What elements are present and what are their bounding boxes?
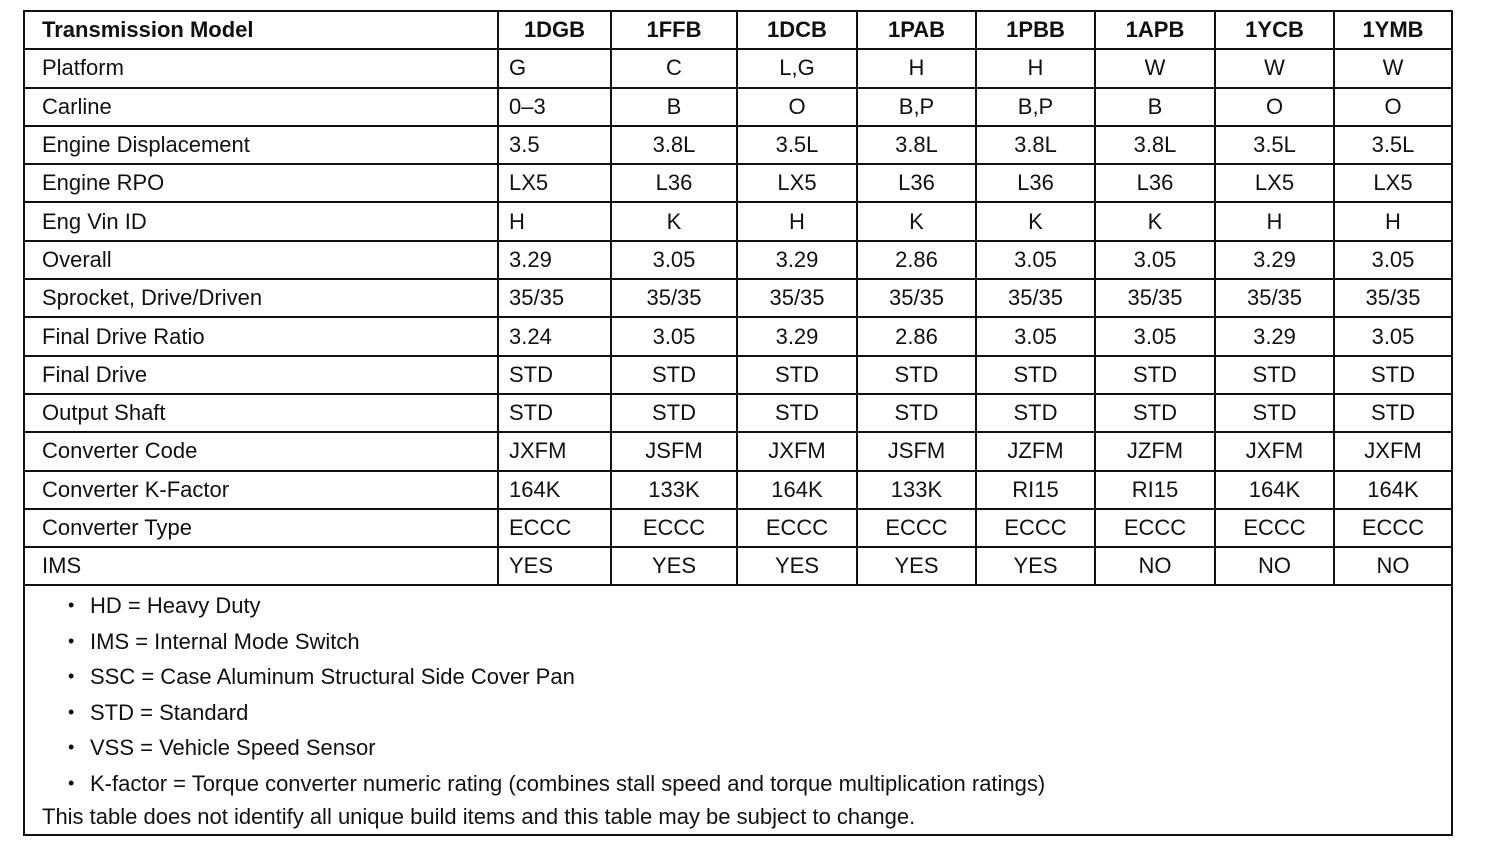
table-cell: JXFM <box>498 432 611 470</box>
table-cell: 3.05 <box>1095 241 1215 279</box>
table-cell: 3.05 <box>976 241 1095 279</box>
table-cell: 3.5L <box>1334 126 1451 164</box>
table-cell: C <box>611 49 737 87</box>
header-model-1dgb: 1DGB <box>498 12 611 49</box>
table-cell: 3.24 <box>498 317 611 355</box>
disclaimer-text: This table does not identify all unique build items and this table may be subject to change. <box>42 804 916 829</box>
table-cell: H <box>1215 202 1334 240</box>
row-label: Final Drive <box>25 356 498 394</box>
table-cell: LX5 <box>737 164 857 202</box>
table-cell: STD <box>1334 356 1451 394</box>
table-cell: STD <box>1215 394 1334 432</box>
table-cell: K <box>611 202 737 240</box>
table-cell: ECCC <box>737 509 857 547</box>
note-item <box>25 695 1451 731</box>
header-model-1pab: 1PAB <box>857 12 976 49</box>
table-cell: STD <box>611 356 737 394</box>
table-cell: O <box>737 88 857 126</box>
row-label: Output Shaft <box>25 394 498 432</box>
table-cell: 164K <box>498 471 611 509</box>
table-cell: H <box>737 202 857 240</box>
table-cell: 3.05 <box>611 241 737 279</box>
table-cell: ECCC <box>1215 509 1334 547</box>
table-row <box>25 356 1451 394</box>
table-cell: ECCC <box>611 509 737 547</box>
table-row <box>25 88 1451 126</box>
table-cell: LX5 <box>1215 164 1334 202</box>
table-cell: JSFM <box>857 432 976 470</box>
table-cell: YES <box>611 547 737 585</box>
table-cell: 3.05 <box>1095 317 1215 355</box>
row-label: Engine Displacement <box>25 126 498 164</box>
table-cell: L36 <box>1095 164 1215 202</box>
table-cell: H <box>976 49 1095 87</box>
table-cell: 35/35 <box>737 279 857 317</box>
header-model-1ycb: 1YCB <box>1215 12 1334 49</box>
table-cell: STD <box>498 356 611 394</box>
row-label: Platform <box>25 49 498 87</box>
table-cell: H <box>498 202 611 240</box>
table-header-row <box>25 12 1451 49</box>
table-cell: 0–3 <box>498 88 611 126</box>
row-label: Sprocket, Drive/Driven <box>25 279 498 317</box>
table-cell: H <box>1334 202 1451 240</box>
note-item <box>25 588 1451 624</box>
table-row <box>25 126 1451 164</box>
row-label: Final Drive Ratio <box>25 317 498 355</box>
table-cell: JXFM <box>1215 432 1334 470</box>
table-cell: JSFM <box>611 432 737 470</box>
table-cell: STD <box>857 394 976 432</box>
table-cell: STD <box>976 356 1095 394</box>
note-text: HD = Heavy Duty <box>90 593 261 618</box>
table-cell: 35/35 <box>1334 279 1451 317</box>
table-cell: STD <box>1215 356 1334 394</box>
table-cell: L36 <box>976 164 1095 202</box>
table-cell: 3.8L <box>611 126 737 164</box>
bullet-icon: • <box>68 666 75 686</box>
header-model-1ymb: 1YMB <box>1334 12 1451 49</box>
transmission-spec-table <box>25 12 1451 586</box>
row-label: Carline <box>25 88 498 126</box>
table-cell: K <box>1095 202 1215 240</box>
table-row <box>25 164 1451 202</box>
table-cell: B,P <box>857 88 976 126</box>
note-item <box>25 659 1451 695</box>
table-cell: ECCC <box>1334 509 1451 547</box>
table-cell: 35/35 <box>1215 279 1334 317</box>
table-cell: 164K <box>1215 471 1334 509</box>
note-text: STD = Standard <box>90 699 249 725</box>
table-cell: STD <box>1334 394 1451 432</box>
table-row <box>25 279 1451 317</box>
table-cell: JXFM <box>737 432 857 470</box>
table-cell: 3.5 <box>498 126 611 164</box>
transmission-spec-sheet <box>23 10 1453 836</box>
table-cell: 133K <box>857 471 976 509</box>
table-cell: YES <box>857 547 976 585</box>
table-cell: 3.8L <box>857 126 976 164</box>
note-text: K-factor = Torque converter numeric rating (combines stall speed and torque multiplication ratings) <box>90 770 1046 796</box>
table-cell: NO <box>1215 547 1334 585</box>
table-cell: L36 <box>857 164 976 202</box>
row-label: Eng Vin ID <box>25 202 498 240</box>
table-cell: ECCC <box>498 509 611 547</box>
table-row <box>25 432 1451 470</box>
table-cell: 3.05 <box>611 317 737 355</box>
table-cell: JXFM <box>1334 432 1451 470</box>
table-row <box>25 394 1451 432</box>
table-cell: LX5 <box>498 164 611 202</box>
note-item <box>25 766 1451 802</box>
table-cell: 35/35 <box>976 279 1095 317</box>
table-cell: 3.05 <box>1334 317 1451 355</box>
table-cell: 35/35 <box>857 279 976 317</box>
bullet-icon: • <box>68 701 75 722</box>
table-cell: 3.8L <box>1095 126 1215 164</box>
header-model-1pbb: 1PBB <box>976 12 1095 49</box>
table-cell: 3.05 <box>976 317 1095 355</box>
table-cell: K <box>976 202 1095 240</box>
table-cell: 3.05 <box>1334 241 1451 279</box>
table-cell: STD <box>737 394 857 432</box>
note-text: SSC = Case Aluminum Structural Side Cover Pan <box>90 664 575 689</box>
table-cell: LX5 <box>1334 164 1451 202</box>
note-text: VSS = Vehicle Speed Sensor <box>90 735 376 760</box>
table-cell: 35/35 <box>611 279 737 317</box>
table-cell: YES <box>976 547 1095 585</box>
bullet-icon: • <box>68 737 75 757</box>
table-row <box>25 317 1451 355</box>
table-cell: W <box>1215 49 1334 87</box>
table-cell: 2.86 <box>857 241 976 279</box>
header-model-1ffb: 1FFB <box>611 12 737 49</box>
table-cell: NO <box>1095 547 1215 585</box>
header-transmission-model: Transmission Model <box>25 12 498 49</box>
table-cell: STD <box>1095 356 1215 394</box>
header-model-1dcb: 1DCB <box>737 12 857 49</box>
bullet-icon: • <box>68 772 75 793</box>
table-cell: 35/35 <box>498 279 611 317</box>
row-label: IMS <box>25 547 498 585</box>
table-cell: STD <box>1095 394 1215 432</box>
table-cell: 3.5L <box>1215 126 1334 164</box>
table-cell: W <box>1334 49 1451 87</box>
header-model-1apb: 1APB <box>1095 12 1215 49</box>
table-cell: G <box>498 49 611 87</box>
table-cell: YES <box>498 547 611 585</box>
table-cell: STD <box>976 394 1095 432</box>
table-cell: 3.29 <box>498 241 611 279</box>
table-row <box>25 509 1451 547</box>
table-cell: JZFM <box>1095 432 1215 470</box>
table-cell: YES <box>737 547 857 585</box>
table-cell: RI15 <box>1095 471 1215 509</box>
notes-list <box>25 588 1451 801</box>
table-cell: O <box>1215 88 1334 126</box>
abbreviation-notes <box>25 588 1451 801</box>
table-cell: JZFM <box>976 432 1095 470</box>
note-text: IMS = Internal Mode Switch <box>90 628 360 654</box>
table-cell: W <box>1095 49 1215 87</box>
table-cell: STD <box>737 356 857 394</box>
bullet-icon: • <box>68 630 75 651</box>
row-label: Converter Type <box>25 509 498 547</box>
row-label: Engine RPO <box>25 164 498 202</box>
table-cell: NO <box>1334 547 1451 585</box>
table-cell: 164K <box>737 471 857 509</box>
table-cell: STD <box>611 394 737 432</box>
table-cell: RI15 <box>976 471 1095 509</box>
table-row <box>25 241 1451 279</box>
table-row <box>25 49 1451 87</box>
note-item <box>25 730 1451 766</box>
row-label: Converter Code <box>25 432 498 470</box>
table-cell: B <box>1095 88 1215 126</box>
table-cell: 3.29 <box>1215 241 1334 279</box>
table-cell: 3.29 <box>737 241 857 279</box>
table-cell: 35/35 <box>1095 279 1215 317</box>
table-cell: 3.29 <box>1215 317 1334 355</box>
table-row <box>25 547 1451 585</box>
row-label: Overall <box>25 241 498 279</box>
note-item <box>25 624 1451 660</box>
table-cell: 3.29 <box>737 317 857 355</box>
row-label: Converter K-Factor <box>25 471 498 509</box>
table-cell: L36 <box>611 164 737 202</box>
table-cell: 3.5L <box>737 126 857 164</box>
bullet-icon: • <box>68 595 75 615</box>
table-cell: ECCC <box>857 509 976 547</box>
table-cell: ECCC <box>1095 509 1215 547</box>
table-body <box>25 49 1451 585</box>
table-cell: 3.8L <box>976 126 1095 164</box>
table-row <box>25 202 1451 240</box>
table-cell: STD <box>857 356 976 394</box>
table-row <box>25 471 1451 509</box>
table-cell: L,G <box>737 49 857 87</box>
table-cell: ECCC <box>976 509 1095 547</box>
table-cell: H <box>857 49 976 87</box>
table-cell: O <box>1334 88 1451 126</box>
table-cell: 2.86 <box>857 317 976 355</box>
table-cell: STD <box>498 394 611 432</box>
table-cell: B,P <box>976 88 1095 126</box>
table-cell: 164K <box>1334 471 1451 509</box>
table-cell: B <box>611 88 737 126</box>
table-cell: K <box>857 202 976 240</box>
table-cell: 133K <box>611 471 737 509</box>
